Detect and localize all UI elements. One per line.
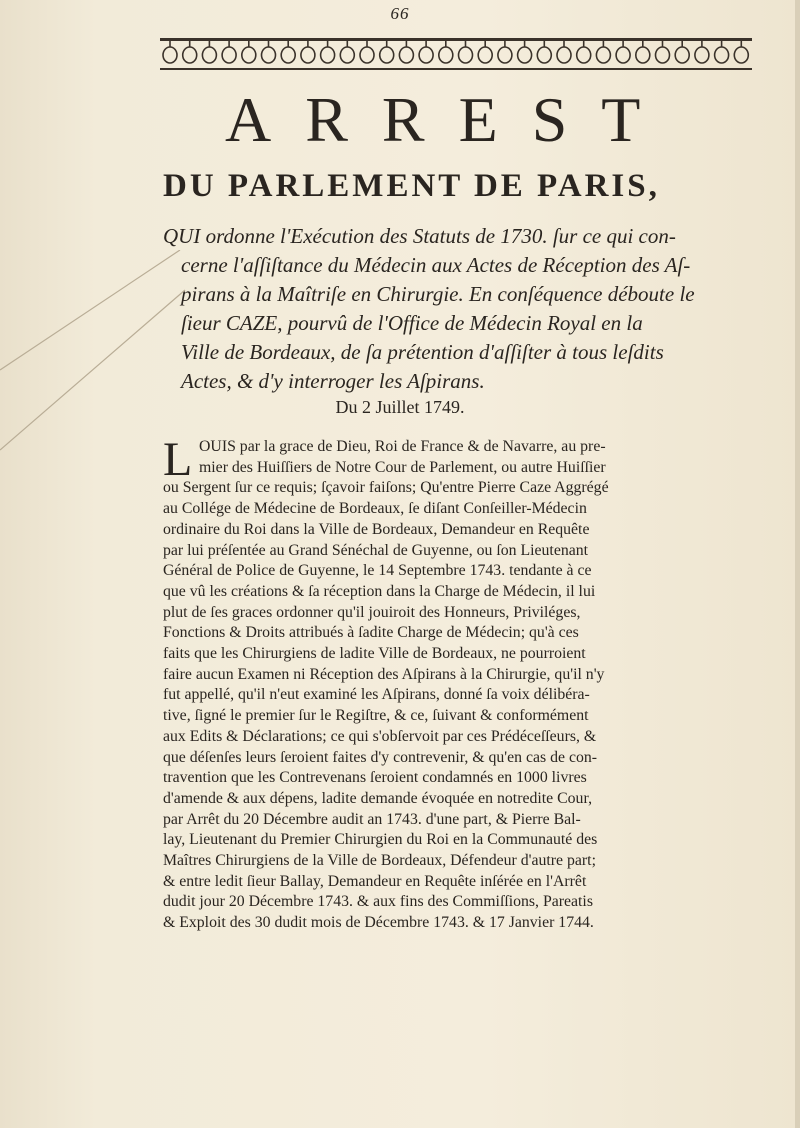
body-line: & Exploit des 30 dudit mois de Décembre 1743. & 17 Janvier 1744. [163,914,594,932]
body-line: faits que les Chirurgiens de ladite Ville de Bordeaux, ne pourroient [163,645,586,663]
body-line: lay, Lieutenant du Premier Chirurgien du Roi en la Communauté des [163,831,598,849]
body-line: mier des Huiſſiers de Notre Cour de Parlement, ou autre Huiſſier [199,458,606,476]
summary-line: cerne l'aſſiſtance du Médecin aux Actes de Réception des Aſ- [181,253,691,277]
page-subtitle: DU PARLEMENT DE PARIS, [163,168,660,204]
body-line: par lui préſentée au Grand Sénéchal de Guyenne, ou ſon Lieutenant [163,541,589,559]
body-line: & entre ledit ſieur Ballay, Demandeur en Requête inſérée en l'Arrêt [163,872,587,890]
body-line: Général de Police de Guyenne, le 14 Septembre 1743. tendante à ce [163,562,592,580]
decree-date: Du 2 Juillet 1749. [335,397,465,417]
body-line: faire aucun Examen ni Réception des Aſpirans à la Chirurgie, qu'il n'y [163,665,605,683]
body-text [163,433,768,934]
summary-line: ſieur CAZE, pourvû de l'Office de Médecin Royal en la [181,311,643,335]
body-line: que déſenſes leurs ſeroient faites d'y contrevenir, & qu'en cas de con- [163,748,598,766]
summary-line: Actes, & d'y interroger les Aſpirans. [181,369,485,393]
body-line: au Collége de Médecine de Bordeaux, ſe diſant Conſeiller-Médecin [163,500,587,518]
body-line: d'amende & aux dépens, ladite demande évoquée en notredite Cour, [163,789,593,807]
body-line: aux Edits & Déclarations; ce qui s'obſervoit par ces Prédéceſſeurs, & [163,727,597,745]
body-line: Fonctions & Droits attribués à ſadite Charge de Médecin; qu'à ces [163,624,579,642]
summary-line: Ville de Bordeaux, de ſa prétention d'aſſiſter à tous leſdits [181,340,664,364]
drop-cap: L [163,433,193,486]
body-line: travention que les Contrevenans ſeroient condamnés en 1000 livres [163,769,587,787]
fleuron-band-icon [160,36,752,76]
body-line: tive, ſigné le premier ſur le Regiſtre, & ce, ſuivant & conformément [163,707,589,725]
body-line: ordinaire du Roi dans la Ville de Bordeaux, Demandeur en Requête [163,520,590,538]
body-line: plut de ſes graces ordonner qu'il jouiroit des Honneurs, Priviléges, [163,603,581,621]
page-number: 66 [390,4,410,23]
page-edge [795,0,800,1128]
body-line: dudit jour 20 Décembre 1743. & aux fins des Commiſſions, Pareatis [163,893,593,911]
body-line: que vû les créations & ſa réception dans la Charge de Médecin, il lui [163,582,596,600]
summary-line: QUI ordonne l'Exécution des Statuts de 1730. ſur ce qui con- [163,224,676,248]
body-line: Maîtres Chirurgiens de la Ville de Bordeaux, Défendeur d'autre part; [163,852,596,870]
margin-pencil-marks [0,250,200,470]
body-line: OUIS par la grace de Dieu, Roi de France & de Navarre, au pre- [199,438,606,455]
summary-line: pirans à la Maîtriſe en Chirurgie. En conſéquence déboute le [181,282,695,306]
body-line: fut appellé, qu'il n'eut examiné les Aſpirans, donné ſa voix délibéra- [163,686,590,704]
summary-block [163,222,763,396]
body-line: par Arrêt du 20 Décembre audit an 1743. d'une part, & Pierre Bal- [163,810,581,828]
body-line: ou Sergent ſur ce requis; ſçavoir faiſons; Qu'entre Pierre Caze Aggrégé [163,479,609,497]
page-title: ARREST [225,84,675,155]
